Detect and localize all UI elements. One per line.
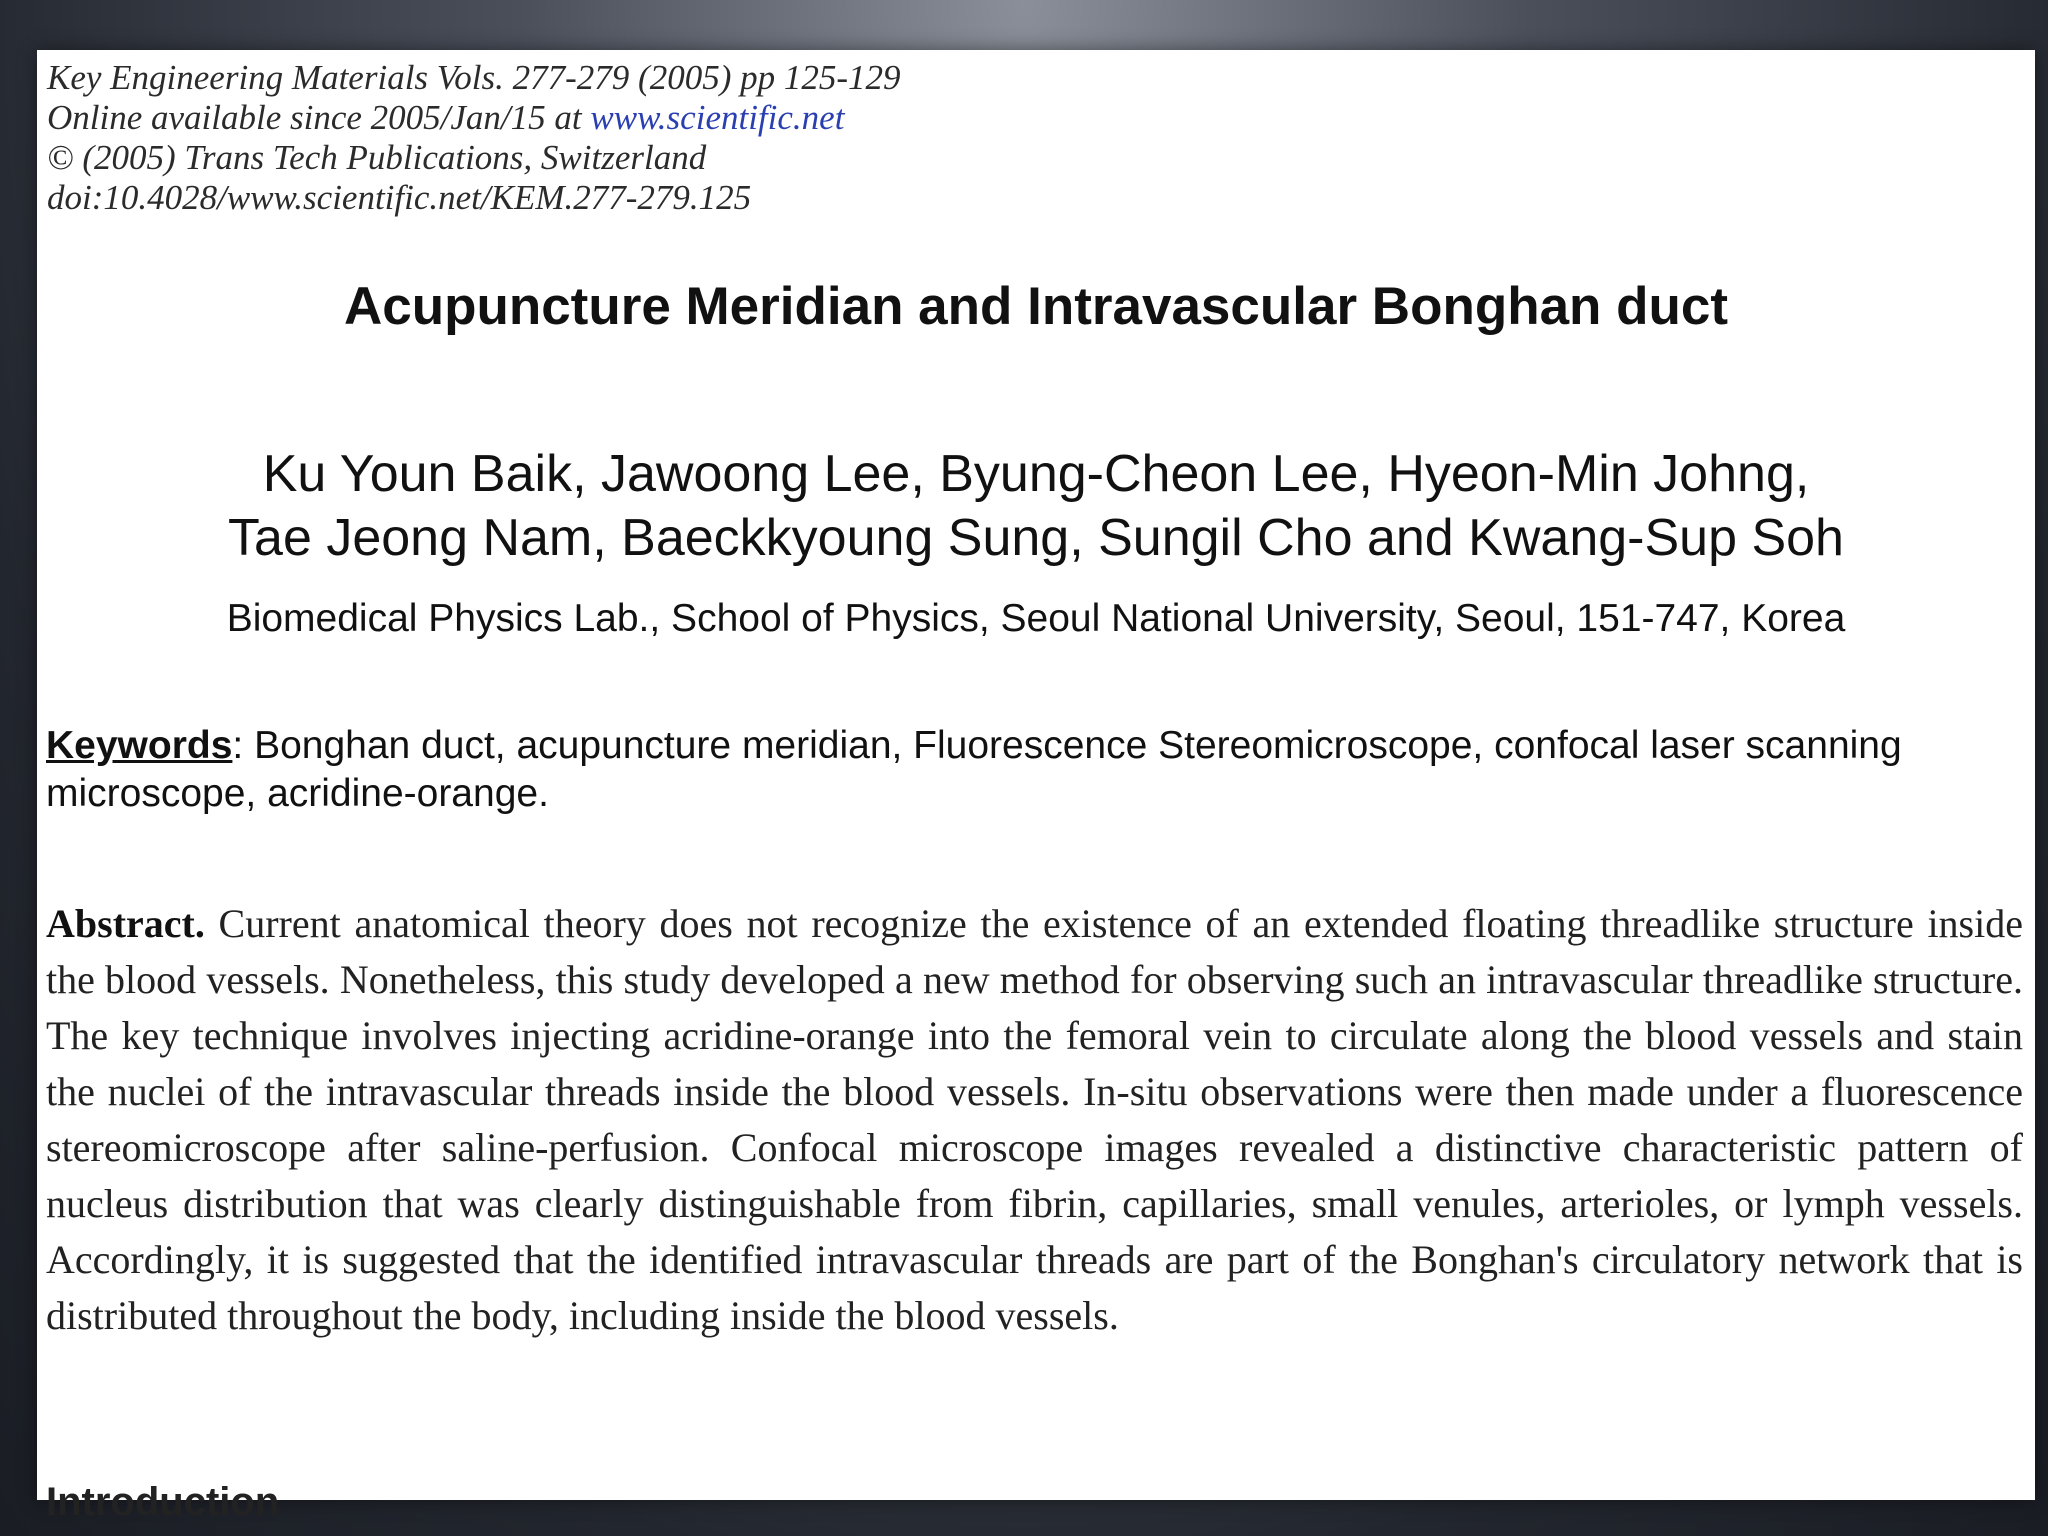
next-section-heading: Introduction (46, 1480, 280, 1524)
doi-line: doi:10.4028/www.scientific.net/KEM.277-279.125 (47, 178, 752, 217)
paper-page (37, 50, 2035, 1524)
abstract-text: Current anatomical theory does not recognize the existence of an extended floating threadlike structure inside the blood vessels. Nonetheless, this study developed a new method for observing such an intravascular threadlike structure. The key technique involves injecting acridine-orange into the femoral vein to circulate along the blood vessels and stain the nuclei of the intravascular threads inside the blood vessels. In-situ observations were then made under a fluorescence stereomicroscope after saline-perfusion. Confocal microscope images revealed a distinctive characteristic pattern of nucleus distribution that was clearly distinguishable from fibrin, capillaries, small venules, arterioles, or lymph vessels. Accordingly, it is suggested that the identified intravascular threads are part of the Bonghan's circulatory network that is distributed throughout the body, including inside the blood vessels. (46, 901, 2023, 1338)
abstract-section (46, 896, 2023, 1344)
journal-line: Key Engineering Materials Vols. 277-279 (2005) pp 125-129 (47, 58, 901, 97)
keywords-text: : Bonghan duct, acupuncture meridian, Fluorescence Stereomicroscope, confocal laser scanning microscope, acridine-orange. (46, 724, 1902, 815)
keywords-label: Keywords (46, 724, 233, 767)
online-line (47, 98, 901, 138)
author-list (37, 442, 2035, 570)
author-line-2: Tae Jeong Nam, Baeckkyoung Sung, Sungil Cho and Kwang-Sup Soh (228, 509, 1844, 567)
paper-title: Acupuncture Meridian and Intravascular Bonghan duct (343, 277, 1729, 336)
author-line-1: Ku Youn Baik, Jawoong Lee, Byung-Cheon Lee, Hyeon-Min Johng, (262, 445, 1810, 503)
online-prefix: Online available since 2005/Jan/15 at (47, 98, 591, 137)
abstract-label: Abstract. (46, 901, 205, 946)
keywords-section (46, 722, 2023, 818)
affiliation: Biomedical Physics Lab., School of Physics, Seoul National University, Seoul, 151-747, Korea (226, 597, 1846, 640)
publication-header (47, 58, 901, 218)
copyright-line: © (2005) Trans Tech Publications, Switzerland (47, 138, 707, 177)
publisher-link[interactable]: www.scientific.net (590, 98, 845, 137)
